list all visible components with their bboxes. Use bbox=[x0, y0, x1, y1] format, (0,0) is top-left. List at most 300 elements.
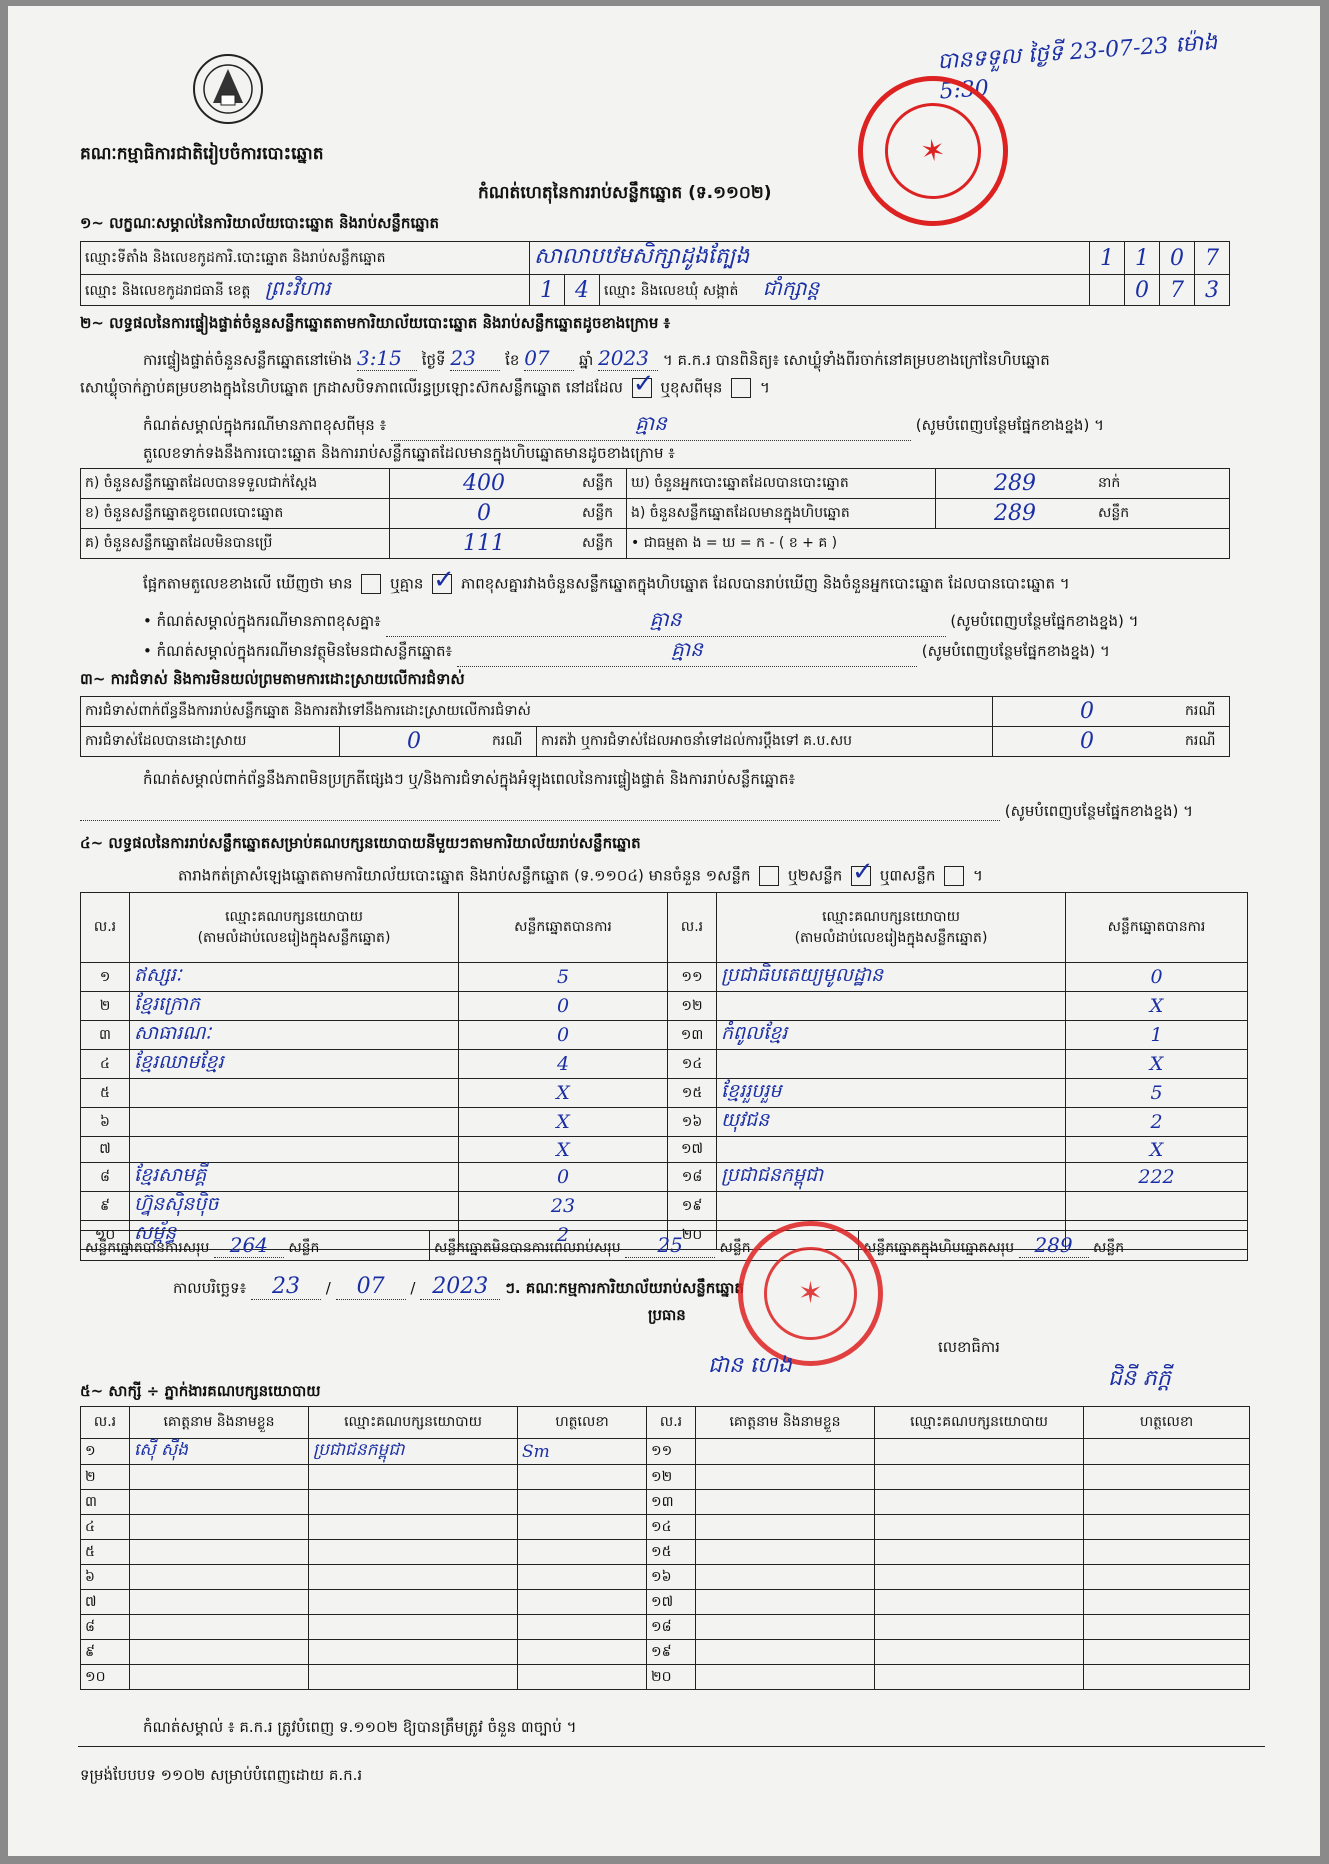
result-no: ៨ bbox=[81, 1163, 130, 1192]
result-no: ២០ bbox=[668, 1221, 717, 1250]
result-party: កំពូលខ្មែរ bbox=[717, 1021, 1066, 1050]
witness-no: ៤ bbox=[81, 1515, 130, 1540]
results-col-party-left bbox=[130, 893, 459, 963]
witness-no: ១៩ bbox=[647, 1640, 696, 1665]
resolved-label: ការជំទាស់ដែលបានដោះស្រាយ bbox=[81, 727, 340, 757]
section4-heading: ៤~ លទ្ធផលនៃការរាប់សន្លឹកឆ្នោតសម្រាប់គណបក្សនយោបាយនីមួយៗតាមការិយាល័យរាប់សន្លឹកឆ្នោត bbox=[80, 834, 641, 852]
results-col-no-right: ល.រ bbox=[668, 893, 717, 963]
witness-name bbox=[696, 1665, 875, 1690]
witness-no: ១៤ bbox=[647, 1515, 696, 1540]
result-votes: 0 bbox=[1066, 963, 1248, 992]
total-valid-label: សន្លឹកឆ្នោតបានការសរុប bbox=[85, 1239, 210, 1256]
figure-e-label: ង) ចំនួនសន្លឹកឆ្នោតដែលមានក្នុងហិបឆ្នោត bbox=[627, 499, 936, 529]
witness-party bbox=[309, 1465, 518, 1490]
section5-heading: ៥~ សាក្សី ÷ ភ្នាក់ងារគណបក្សនយោបាយ bbox=[80, 1382, 321, 1400]
witness-party bbox=[309, 1540, 518, 1565]
witness-no: ១ bbox=[81, 1439, 130, 1465]
witness-signature bbox=[518, 1565, 647, 1590]
figure-e-unit: សន្លឹក bbox=[1094, 499, 1230, 529]
result-party bbox=[130, 1108, 459, 1137]
location-code-1: 1 bbox=[1090, 242, 1125, 275]
total-invalid-value: 25 bbox=[625, 1233, 715, 1258]
date-year: 2023 bbox=[420, 1274, 500, 1300]
figure-b-value: 0 bbox=[390, 499, 579, 529]
figure-d-value: 289 bbox=[936, 469, 1095, 499]
witness-no: ១៥ bbox=[647, 1540, 696, 1565]
compare-text-a: ផ្អែកតាមតួលេខខាងលើ ឃើញថា មាន bbox=[143, 574, 353, 593]
date-label: កាលបរិច្ឆេទ៖ bbox=[173, 1279, 247, 1297]
witness-signature bbox=[1084, 1439, 1250, 1465]
tally-or3: ឬ៣សន្លឹក bbox=[879, 866, 936, 885]
result-party: ប្រជាធិបតេយ្យមូលដ្ឋាន bbox=[717, 963, 1066, 992]
witness-no: ១៨ bbox=[647, 1615, 696, 1640]
bullet1-label: • កំណត់សម្គាល់ក្នុងករណីមានភាពខុសគ្នា៖ bbox=[143, 612, 381, 630]
compare-line bbox=[143, 574, 1070, 597]
result-votes: 2 bbox=[459, 1221, 668, 1250]
witness-row bbox=[81, 1490, 1250, 1515]
resolved-unit: ករណី bbox=[488, 727, 537, 757]
seal-text: សោឃ្លុំចាក់ភ្ជាប់គម្របខាងក្នុងនៃហិបឆ្នោត ក្រដាសបិទភាពលើរន្ធប្រឡោះស៊កសន្លឹកឆ្នោត នៅដដែល bbox=[80, 378, 623, 397]
compare-text-b: ឬគ្មាន bbox=[390, 574, 424, 593]
received-note: បានទទួល ថ្ងៃទី 23-07-23 ម៉ោង 5:30 bbox=[936, 30, 1219, 105]
result-votes: X bbox=[459, 1108, 668, 1137]
secretary-signature: ជិនី ភក្ដី bbox=[1108, 1366, 1171, 1391]
witness-party bbox=[875, 1590, 1084, 1615]
complaint-value: 0 bbox=[993, 727, 1182, 757]
witness-row bbox=[81, 1615, 1250, 1640]
witness-signature bbox=[1084, 1515, 1250, 1540]
result-party: ខ្មែរក្រោក bbox=[130, 992, 459, 1021]
verification-line bbox=[143, 346, 1050, 373]
result-no: ១៣ bbox=[668, 1021, 717, 1050]
date-month: 07 bbox=[336, 1274, 406, 1300]
result-party: ខ្មែរសាមគ្គី bbox=[130, 1163, 459, 1192]
figure-b-unit: សន្លឹក bbox=[578, 499, 627, 529]
figure-a-value: 400 bbox=[390, 469, 579, 499]
seal-or-text: ឬខុសពីមុន bbox=[660, 378, 723, 397]
verification-day: 23 bbox=[450, 346, 500, 371]
witness-row bbox=[81, 1565, 1250, 1590]
verification-month: 07 bbox=[524, 346, 574, 371]
results-row bbox=[81, 992, 1248, 1021]
location-code-3: 0 bbox=[1160, 242, 1195, 275]
witness-party bbox=[875, 1640, 1084, 1665]
section2-heading: ២~ លទ្ធផលនៃការផ្ទៀងផ្ទាត់ចំនួនសន្លឹកឆ្នោតតាមការិយាល័យបោះឆ្នោត និងរាប់សន្លឹកឆ្នោតដូចខាងក្រោម ៖ bbox=[80, 314, 671, 332]
result-votes: 2 bbox=[1066, 1108, 1248, 1137]
commune-code-1: 0 bbox=[1125, 275, 1160, 306]
bullet1-more: (សូមបំពេញបន្ថែមផ្នែកខាងខ្នង) ។ bbox=[950, 612, 1139, 630]
result-votes: 0 bbox=[459, 1021, 668, 1050]
results-col-party-right bbox=[717, 893, 1066, 963]
irregularity-note-line bbox=[80, 802, 1193, 824]
witness-party bbox=[875, 1439, 1084, 1465]
witness-party bbox=[875, 1490, 1084, 1515]
witness-no: ២ bbox=[81, 1465, 130, 1490]
results-row bbox=[81, 1079, 1248, 1108]
witness-no: ១២ bbox=[647, 1465, 696, 1490]
result-votes: 0 bbox=[459, 992, 668, 1021]
verification-text-c: ខែ bbox=[505, 351, 520, 369]
witness-party bbox=[309, 1565, 518, 1590]
chair-label: ប្រធាន bbox=[648, 1306, 686, 1324]
location-value: សាលាបឋមសិក្សាដូងត្បែង bbox=[530, 242, 1090, 275]
result-votes: 5 bbox=[459, 963, 668, 992]
witness-col-party-left: ឈ្មោះគណបក្សនយោបាយ bbox=[309, 1407, 518, 1439]
results-col-no-left: ល.រ bbox=[81, 893, 130, 963]
witness-signature bbox=[518, 1665, 647, 1690]
result-votes: 23 bbox=[459, 1192, 668, 1221]
result-votes bbox=[1066, 1192, 1248, 1221]
witness-name bbox=[696, 1540, 875, 1565]
result-no: ៤ bbox=[81, 1050, 130, 1079]
commune-label: ឈ្មោះ និងលេខឃុំ សង្កាត់ bbox=[604, 283, 739, 299]
location-label: ឈ្មោះទីតាំង និងលេខកូដការិ.បោះឆ្នោត និងរាប់សន្លឹកឆ្នោត bbox=[81, 242, 530, 275]
witness-no: ៨ bbox=[81, 1615, 130, 1640]
result-no: ៦ bbox=[81, 1108, 130, 1137]
witness-party bbox=[309, 1615, 518, 1640]
witness-row bbox=[81, 1590, 1250, 1615]
tally-text: តារាងកត់ត្រាសំឡេងឆ្នោតតាមការិយាល័យបោះឆ្នោត និងរាប់សន្លឹកឆ្នោត (ទ.១១០៤) មានចំនួន ១សន្លឹក bbox=[178, 866, 751, 885]
location-code-4: 7 bbox=[1195, 242, 1230, 275]
total-invalid-unit: សន្លឹក bbox=[719, 1239, 751, 1256]
results-body bbox=[81, 963, 1248, 1250]
witness-row bbox=[81, 1439, 1250, 1465]
witness-name bbox=[130, 1590, 309, 1615]
tally-1-sheet-checkbox[interactable] bbox=[759, 866, 779, 886]
result-party: ប្រជាជនកម្ពុជា bbox=[717, 1163, 1066, 1192]
witness-no: ៦ bbox=[81, 1565, 130, 1590]
figure-c-label: គ) ចំនួនសន្លឹកឆ្នោតដែលមិនបានប្រើ bbox=[81, 529, 390, 559]
results-col-party-left-title: ឈ្មោះគណបក្សនយោបាយ bbox=[225, 908, 363, 925]
witness-signature bbox=[518, 1540, 647, 1565]
figure-b-label: ខ) ចំនួនសន្លឹកឆ្នោតខូចពេលបោះឆ្នោត bbox=[81, 499, 390, 529]
result-no: ៧ bbox=[81, 1137, 130, 1163]
bullet2-more: (សូមបំពេញបន្ថែមផ្នែកខាងខ្នង) ។ bbox=[921, 642, 1110, 660]
witness-name bbox=[696, 1439, 875, 1465]
seal-line: សោឃ្លុំចាក់ភ្ជាប់គម្របខាងក្នុងនៃហិបឆ្នោត ក្រដាសបិទភាពលើរន្ធប្រឡោះស៊កសន្លឹកឆ្នោត នៅដដែល ✓ ឬខុសពីមុន ។ bbox=[80, 378, 770, 401]
result-party: សាធារណៈ bbox=[130, 1021, 459, 1050]
witness-signature bbox=[1084, 1565, 1250, 1590]
results-col-votes-right: សន្លឹកឆ្នោតបានការ bbox=[1066, 893, 1248, 963]
result-no: ៩ bbox=[81, 1192, 130, 1221]
witness-name bbox=[130, 1565, 309, 1590]
witness-party bbox=[875, 1665, 1084, 1690]
objections-table bbox=[80, 696, 1230, 757]
total-valid-unit: សន្លឹក bbox=[288, 1239, 320, 1256]
result-no: ១៧ bbox=[668, 1137, 717, 1163]
verification-year: 2023 bbox=[598, 346, 658, 371]
figure-a-label: ក) ចំនួនសន្លឹកឆ្នោតដែលបានទទួលជាក់ស្តែង bbox=[81, 469, 390, 499]
province-code-1: 1 bbox=[530, 275, 565, 306]
result-votes: 0 bbox=[459, 1163, 668, 1192]
commune-code-2: 7 bbox=[1160, 275, 1195, 306]
objections-label: ការជំទាស់ពាក់ព័ន្ធនឹងការរាប់សន្លឹកឆ្នោត និងការតវ៉ាទៅនឹងការដោះស្រាយលើការជំទាស់ bbox=[81, 697, 993, 727]
witness-signature bbox=[1084, 1615, 1250, 1640]
red-stamp-top: ✶ bbox=[848, 66, 1017, 235]
commune-code-empty bbox=[1090, 275, 1125, 306]
result-votes: X bbox=[459, 1079, 668, 1108]
witness-signature bbox=[518, 1590, 647, 1615]
witness-name bbox=[130, 1615, 309, 1640]
bullet1-value: គ្មាន bbox=[386, 606, 946, 637]
no-difference-checkbox[interactable] bbox=[432, 574, 452, 594]
section3-heading: ៣~ ការជំទាស់ និងការមិនយល់ព្រមតាមការដោះស្រាយលើការជំទាស់ bbox=[80, 670, 465, 688]
witness-name bbox=[130, 1665, 309, 1690]
witness-signature bbox=[1084, 1465, 1250, 1490]
total-box-label: សន្លឹកឆ្នោតក្នុងហិបឆ្នោតសរុប bbox=[863, 1239, 1015, 1256]
section1-heading: ១~ លក្ខណៈសម្គាល់នៃការិយាល័យបោះឆ្នោត និងរាប់សន្លឹកឆ្នោត bbox=[80, 214, 440, 232]
witness-party bbox=[309, 1515, 518, 1540]
result-no: ១២ bbox=[668, 992, 717, 1021]
witness-signature bbox=[518, 1615, 647, 1640]
witness-signature bbox=[1084, 1490, 1250, 1515]
verification-time: 3:15 bbox=[357, 346, 417, 371]
total-invalid-label: សន្លឹកឆ្នោតមិនបានការពេលរាប់សរុប bbox=[434, 1239, 621, 1256]
commune-cell bbox=[600, 275, 1090, 306]
witness-no: ១១ bbox=[647, 1439, 696, 1465]
result-party: ឥស្សរៈ bbox=[130, 963, 459, 992]
witness-no: ៩ bbox=[81, 1640, 130, 1665]
difference-note-value: គ្មាន bbox=[391, 410, 911, 441]
results-row bbox=[81, 1050, 1248, 1079]
witness-col-party-right: ឈ្មោះគណបក្សនយោបាយ bbox=[875, 1407, 1084, 1439]
results-row bbox=[81, 963, 1248, 992]
verification-text-a: ការផ្ទៀងផ្ទាត់ចំនួនសន្លឹកឆ្នោតនៅម៉ោង bbox=[143, 351, 353, 369]
result-party bbox=[717, 1192, 1066, 1221]
witness-name bbox=[130, 1540, 309, 1565]
figure-e-value: 289 bbox=[936, 499, 1095, 529]
result-party bbox=[130, 1079, 459, 1108]
objections-value: 0 bbox=[993, 697, 1182, 727]
witness-row bbox=[81, 1540, 1250, 1565]
bullet2-label: • កំណត់សម្គាល់ក្នុងករណីមានវត្ថុមិនមែនជាសន្លឹកឆ្នោត៖ bbox=[143, 642, 453, 660]
witness-no: ៣ bbox=[81, 1490, 130, 1515]
witness-no: ១០ bbox=[81, 1665, 130, 1690]
tally-or2: ឬ២សន្លឹក bbox=[788, 866, 843, 885]
result-no: ១៦ bbox=[668, 1108, 717, 1137]
result-no: ១ bbox=[81, 963, 130, 992]
province-value: ព្រះវិហារ bbox=[264, 276, 331, 300]
witness-no: ២០ bbox=[647, 1665, 696, 1690]
witness-col-name-left: គោត្តនាម និងនាមខ្លួន bbox=[130, 1407, 309, 1439]
witness-table bbox=[80, 1406, 1250, 1690]
nec-logo bbox=[183, 51, 273, 131]
results-col-party-left-sub: (តាមលំដាប់លេខរៀងក្នុងសន្លឹកឆ្នោត) bbox=[197, 929, 391, 946]
figures-intro: តួលេខទាក់ទងនឹងការបោះឆ្នោត និងការរាប់សន្លឹកឆ្នោតដែលមានក្នុងហិបឆ្នោតមានដូចខាងក្រោម ៖ bbox=[143, 444, 675, 462]
result-votes: 4 bbox=[459, 1050, 668, 1079]
witness-name bbox=[130, 1465, 309, 1490]
result-party: ហ្វ៊ុនស៊ិនប៉ិច bbox=[130, 1192, 459, 1221]
complaint-label: ការតវ៉ា ឬការជំទាស់ដែលអាចនាំទៅដល់ការប្តឹងទៅ គ.ប.សប bbox=[537, 727, 993, 757]
commune-value: ជាំក្សាន្ត bbox=[762, 276, 820, 300]
result-votes: 222 bbox=[1066, 1163, 1248, 1192]
witness-party bbox=[875, 1515, 1084, 1540]
witness-signature bbox=[1084, 1590, 1250, 1615]
section1-table bbox=[80, 241, 1230, 306]
witness-no: ១៧ bbox=[647, 1590, 696, 1615]
tally-3-sheet-checkbox[interactable] bbox=[944, 866, 964, 886]
compare-text-c: ភាពខុសគ្នារវាងចំនួនសន្លឹកឆ្នោតក្នុងហិបឆ្នោត ដែលបានរាប់ឃើញ និងចំនួនអ្នកបោះឆ្នោត ដែលបានបោះឆ្នោត ។ bbox=[460, 574, 1070, 593]
witness-party bbox=[309, 1665, 518, 1690]
result-party: យុវជន bbox=[717, 1108, 1066, 1137]
verification-text-b: ថ្ងៃទី bbox=[421, 351, 446, 369]
witness-name bbox=[696, 1565, 875, 1590]
result-no: ៥ bbox=[81, 1079, 130, 1108]
witness-name bbox=[696, 1490, 875, 1515]
results-col-party-right-sub: (តាមលំដាប់លេខរៀងក្នុងសន្លឹកឆ្នោត) bbox=[794, 929, 988, 946]
result-votes: X bbox=[1066, 992, 1248, 1021]
commune-code-3: 3 bbox=[1195, 275, 1230, 306]
objections-unit: ករណី bbox=[1181, 697, 1230, 727]
total-valid-cell bbox=[81, 1231, 430, 1261]
result-votes: X bbox=[1066, 1137, 1248, 1163]
result-no: ៣ bbox=[81, 1021, 130, 1050]
date-line: កាលបរិច្ឆេទ៖ 23 / 07 / 2023 ៗ. គណៈកម្មការការិយាល័យរាប់សន្លឹកឆ្នោត bbox=[173, 1274, 744, 1299]
witness-name bbox=[696, 1615, 875, 1640]
irregularity-note-more: (សូមបំពេញបន្ថែមផ្នែកខាងខ្នង) ។ bbox=[1004, 802, 1194, 820]
witness-party bbox=[875, 1540, 1084, 1565]
irregularity-note-value bbox=[80, 802, 1000, 821]
witness-no: ១៦ bbox=[647, 1565, 696, 1590]
total-box-unit: សន្លឹក bbox=[1092, 1239, 1125, 1256]
committee-name: គណៈកម្មាធិការជាតិរៀបចំការបោះឆ្នោត bbox=[80, 144, 324, 164]
witness-no: ៧ bbox=[81, 1590, 130, 1615]
has-difference-checkbox[interactable] bbox=[361, 574, 381, 594]
witness-col-sign-right: ហត្ថលេខា bbox=[1084, 1407, 1250, 1439]
location-code-2: 1 bbox=[1125, 242, 1160, 275]
result-party: ខ្មែររួបរួម bbox=[717, 1079, 1066, 1108]
results-row bbox=[81, 1163, 1248, 1192]
difference-note-line bbox=[143, 410, 1243, 441]
result-votes: X bbox=[459, 1137, 668, 1163]
result-no: ១៥ bbox=[668, 1079, 717, 1108]
witness-signature bbox=[1084, 1640, 1250, 1665]
difference-note-label: កំណត់សម្គាល់ក្នុងករណីមានភាពខុសពីមុន ៖ bbox=[143, 416, 387, 434]
province-code-2: 4 bbox=[565, 275, 600, 306]
date-day: 23 bbox=[251, 1274, 321, 1300]
witness-name bbox=[130, 1515, 309, 1540]
red-stamp-committee: ✶ bbox=[738, 1221, 883, 1366]
witness-party bbox=[309, 1640, 518, 1665]
bullet1-line bbox=[143, 606, 1139, 637]
document-sheet bbox=[8, 6, 1320, 1856]
witness-row bbox=[81, 1665, 1250, 1690]
results-row bbox=[81, 1137, 1248, 1163]
witness-body bbox=[81, 1439, 1250, 1690]
form-note: ទម្រង់បែបបទ ១១០២ សម្រាប់បំពេញដោយ គ.ក.រ bbox=[80, 1766, 363, 1784]
footnote: កំណត់សម្គាល់ ៖ គ.ក.រ ត្រូវបំពេញ ទ.១១០២ ឱ្យបានត្រឹមត្រូវ ចំនួន ៣ច្បាប់ ។ bbox=[143, 1718, 577, 1736]
result-party: សម្ព័ន្ធ bbox=[130, 1221, 459, 1250]
result-no: ១៩ bbox=[668, 1192, 717, 1221]
results-table bbox=[80, 892, 1248, 1250]
result-party bbox=[717, 992, 1066, 1021]
results-row bbox=[81, 1108, 1248, 1137]
witness-party bbox=[309, 1490, 518, 1515]
witness-name bbox=[696, 1465, 875, 1490]
unchanged-checkbox[interactable] bbox=[632, 378, 652, 398]
form-title: កំណត់ហេតុនៃការរាប់សន្លឹកឆ្នោត (ទ.១១០២) bbox=[478, 183, 772, 203]
verification-text-d: ឆ្នាំ bbox=[578, 351, 594, 369]
total-box-cell bbox=[859, 1231, 1248, 1261]
witness-no: ១៣ bbox=[647, 1490, 696, 1515]
results-col-party-right-title: ឈ្មោះគណបក្សនយោបាយ bbox=[822, 908, 960, 925]
date-suffix: ៗ. គណៈកម្មការការិយាល័យរាប់សន្លឹកឆ្នោត bbox=[505, 1279, 744, 1297]
figures-table bbox=[80, 468, 1230, 559]
witness-name bbox=[696, 1515, 875, 1540]
result-votes: 1 bbox=[1066, 1021, 1248, 1050]
results-col-votes-left: សន្លឹកឆ្នោតបានការ bbox=[459, 893, 668, 963]
witness-col-no-right: ល.រ bbox=[647, 1407, 696, 1439]
result-no: ១៤ bbox=[668, 1050, 717, 1079]
result-votes: X bbox=[1066, 1050, 1248, 1079]
province-cell bbox=[81, 275, 530, 306]
witness-row bbox=[81, 1640, 1250, 1665]
witness-party: ប្រជាជនកម្ពុជា bbox=[309, 1439, 518, 1465]
resolved-value: 0 bbox=[340, 727, 489, 757]
figure-c-unit: សន្លឹក bbox=[578, 529, 627, 559]
witness-row bbox=[81, 1465, 1250, 1490]
figure-d-unit: នាក់ bbox=[1094, 469, 1230, 499]
witness-signature bbox=[518, 1515, 647, 1540]
witness-signature bbox=[1084, 1665, 1250, 1690]
total-valid-value: 264 bbox=[214, 1233, 284, 1258]
witness-party bbox=[309, 1590, 518, 1615]
witness-signature bbox=[518, 1640, 647, 1665]
results-row bbox=[81, 1192, 1248, 1221]
result-party bbox=[717, 1050, 1066, 1079]
results-row bbox=[81, 1021, 1248, 1050]
result-no: ២ bbox=[81, 992, 130, 1021]
result-party bbox=[130, 1137, 459, 1163]
totals-table bbox=[80, 1230, 1248, 1261]
figure-c-value: 111 bbox=[390, 529, 579, 559]
province-label: ឈ្មោះ និងលេខកូដរាជធានី ខេត្ត bbox=[85, 283, 251, 299]
witness-row bbox=[81, 1515, 1250, 1540]
witness-col-name-right: គោត្តនាម និងនាមខ្លួន bbox=[696, 1407, 875, 1439]
witness-name bbox=[130, 1640, 309, 1665]
difference-note-more: (សូមបំពេញបន្ថែមផ្នែកខាងខ្នង) ។ bbox=[915, 416, 1104, 434]
changed-checkbox[interactable] bbox=[731, 378, 751, 398]
witness-signature bbox=[518, 1465, 647, 1490]
result-no: ១៨ bbox=[668, 1163, 717, 1192]
result-no: ១១ bbox=[668, 963, 717, 992]
witness-name: ស៊ើ ស៊ឹង bbox=[130, 1439, 309, 1465]
formula-note: • ជាធម្មតា ង = ឃ = ក - ( ខ + គ ) bbox=[627, 529, 1230, 559]
witness-signature bbox=[518, 1490, 647, 1515]
witness-signature bbox=[1084, 1540, 1250, 1565]
figure-d-label: ឃ) ចំនួនអ្នកបោះឆ្នោតដែលបានបោះឆ្នោត bbox=[627, 469, 936, 499]
irregularity-note-label: កំណត់សម្គាល់ពាក់ព័ន្ធនឹងភាពមិនប្រក្រតីផ្សេងៗ ឬ/និងការជំទាស់ក្នុងអំឡុងពេលនៃការផ្ទៀងផ្ទាត់ និងការរាប់សន្លឹកឆ្នោត៖ bbox=[143, 770, 796, 788]
witness-name bbox=[130, 1490, 309, 1515]
secretary-label: លេខាធិការ bbox=[938, 1338, 1000, 1356]
witness-col-sign-left: ហត្ថលេខា bbox=[518, 1407, 647, 1439]
bullet2-line bbox=[143, 636, 1110, 667]
witness-party bbox=[875, 1465, 1084, 1490]
result-no: ១០ bbox=[81, 1221, 130, 1250]
result-party: ខ្មែរឈាមខ្មែរ bbox=[130, 1050, 459, 1079]
result-party bbox=[717, 1137, 1066, 1163]
result-votes: 5 bbox=[1066, 1079, 1248, 1108]
total-box-value: 289 bbox=[1019, 1233, 1089, 1258]
tally-2-sheet-checkbox[interactable] bbox=[851, 866, 871, 886]
witness-signature: Sm bbox=[518, 1439, 647, 1465]
complaint-unit: ករណី bbox=[1181, 727, 1230, 757]
witness-no: ៥ bbox=[81, 1540, 130, 1565]
verification-text-e: ។ គ.ក.រ បានពិនិត្យ៖ សោឃ្លុំទាំងពីរចាក់នៅគម្របខាងក្រៅនៃហិបឆ្នោត bbox=[662, 351, 1050, 369]
witness-col-no-left: ល.រ bbox=[81, 1407, 130, 1439]
witness-party bbox=[875, 1565, 1084, 1590]
chair-signature: ជាន ហេង bbox=[708, 1353, 792, 1378]
